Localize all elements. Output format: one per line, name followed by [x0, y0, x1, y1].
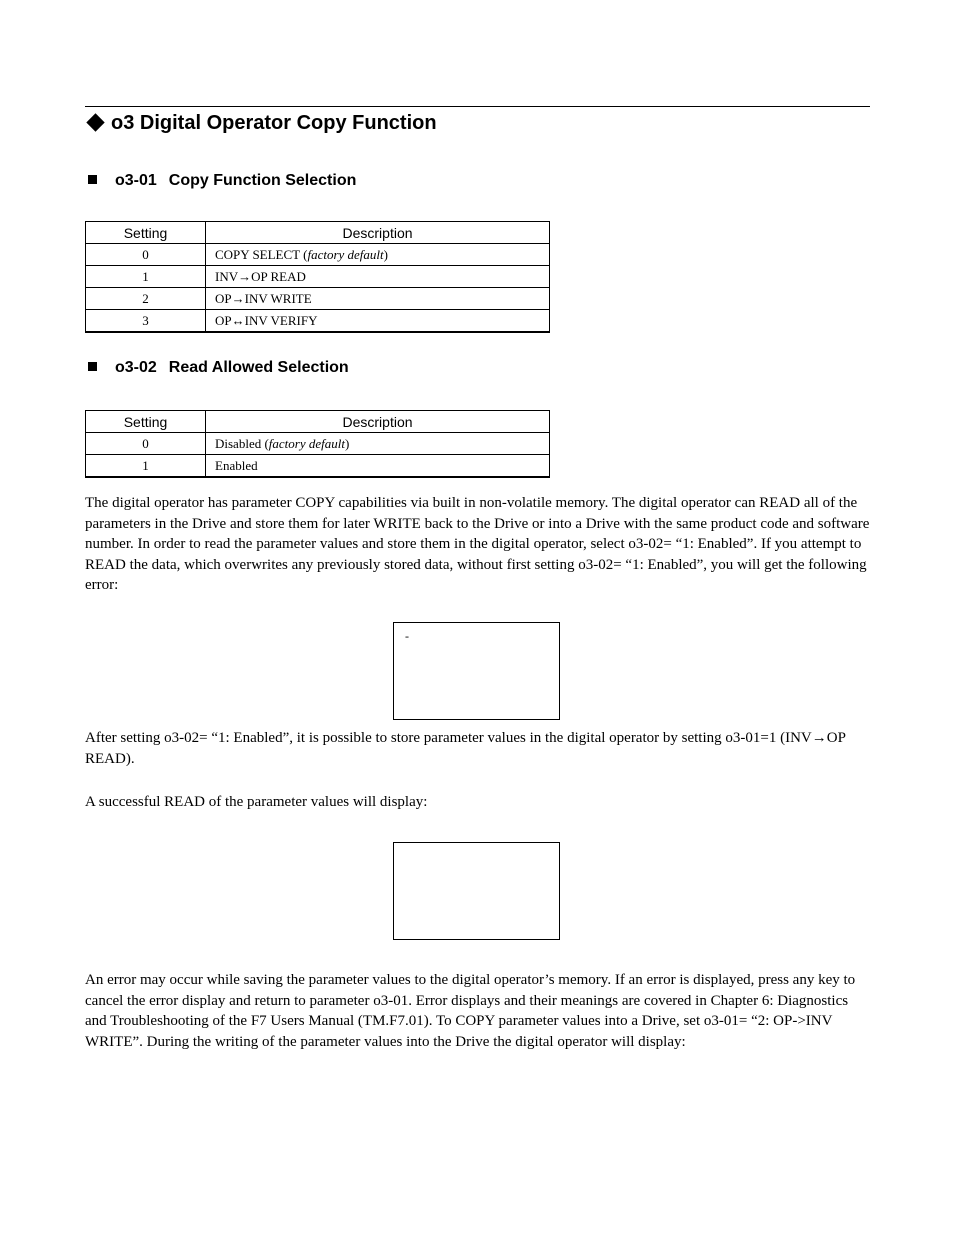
description-column-header: Description	[206, 411, 550, 433]
square-bullet-icon	[88, 362, 97, 371]
error-write-paragraph: An error may occur while saving the parameter values to the digital operator’s memory. If an error is displayed, press any key to cancel the error display and return to parameter o3-01. Error displays and their meanings are covered in Chapter 6: Diagnostics and Troubleshooting of the F7 Users Manual (TM.F7.01). To COPY parameter values into a Drive, set o3-01= “2: OP->INV WRITE”. During the writing of the parameter values into the Drive the digital operator will display:	[85, 972, 856, 1050]
setting-value: 2	[86, 288, 206, 310]
setting-value: 3	[86, 310, 206, 333]
section-title	[85, 110, 437, 136]
section-title-text: o3 Digital Operator Copy Function	[111, 112, 437, 134]
diamond-bullet-icon	[86, 114, 104, 132]
o3-01-code: o3-01	[115, 172, 157, 189]
setting-description: OP→INV WRITE	[206, 288, 550, 310]
setting-description: Enabled	[206, 455, 550, 478]
section-top-rule	[85, 106, 870, 107]
setting-description: Disabled (factory default)	[206, 433, 550, 455]
square-bullet-icon	[88, 175, 97, 184]
setting-value: 1	[86, 455, 206, 478]
o3-01-heading	[88, 171, 356, 191]
setting-description: COPY SELECT (factory default)	[206, 244, 550, 266]
read-success-display-panel	[393, 842, 560, 940]
setting-column-header: Setting	[86, 222, 206, 244]
o3-02-name: Read Allowed Selection	[168, 359, 349, 376]
setting-value: 1	[86, 266, 206, 288]
read-setting-paragraph: After setting o3-02= “1: Enabled”, it is possible to store parameter values in the digital operator by setting o3-01=1 (INV→OP READ).	[85, 730, 846, 767]
o3-01-settings-table	[85, 221, 550, 333]
table-header-row	[86, 222, 550, 244]
o3-02-heading	[88, 358, 349, 378]
table-row	[86, 244, 550, 266]
error-display-text: -	[405, 629, 409, 643]
setting-column-header: Setting	[86, 411, 206, 433]
table-row	[86, 455, 550, 478]
setting-value: 0	[86, 433, 206, 455]
error-display-panel	[393, 622, 560, 720]
setting-description: OP↔INV VERIFY	[206, 310, 550, 333]
table-row	[86, 433, 550, 455]
description-column-header: Description	[206, 222, 550, 244]
table-row	[86, 310, 550, 333]
o3-02-settings-table	[85, 410, 550, 478]
copy-capabilities-paragraph: The digital operator has parameter COPY capabilities via built in non-volatile memory. The digital operator can READ all of the parameters in the Drive and store them for later WRITE back to the Drive or into a Drive with the same product code and software number. In order to read the parameter values and store them in the digital operator, select o3-02= “1: Enabled”. If you attempt to READ the data, which overwrites any previously stored data, without first setting o3-02= “1: Enabled”, you will get the following error:	[85, 495, 870, 593]
o3-02-code: o3-02	[115, 359, 157, 376]
successful-read-paragraph: A successful READ of the parameter values will display:	[85, 794, 428, 810]
setting-description: INV→OP READ	[206, 266, 550, 288]
table-header-row	[86, 411, 550, 433]
table-row	[86, 288, 550, 310]
setting-value: 0	[86, 244, 206, 266]
table-row	[86, 266, 550, 288]
o3-01-name: Copy Function Selection	[168, 172, 357, 189]
